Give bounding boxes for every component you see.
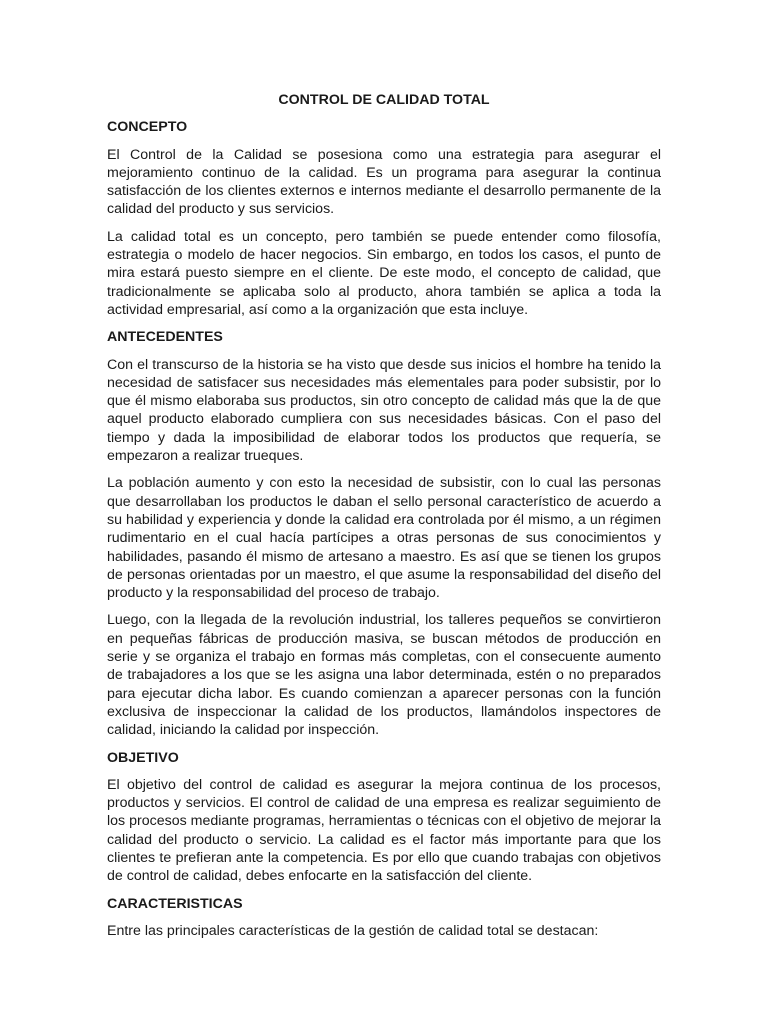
document-title: CONTROL DE CALIDAD TOTAL bbox=[278, 92, 490, 108]
paragraph: Entre las principales características de la gestión de calidad total se destacan: bbox=[107, 922, 599, 939]
paragraph: Luego, con la llegada de la revolución industrial, los talleres pequeños se convirtieron en pequeñas fábricas de producción masiva, se buscan métodos de producción en serie y se organiza el trabajo en formas más completas, con el consecuente aumento de trabajadores a los que se les asigna una labor determinada, estén o no preparados para ejecutar dicha labor. Es cuando comienzan a aparecer personas con la función exclusiva de inspeccionar la calidad de los productos, llamándolos inspectores de calidad, iniciando la calidad por inspección. bbox=[107, 612, 661, 739]
section-heading-antecedentes: ANTECEDENTES bbox=[107, 329, 223, 346]
paragraph: El objetivo del control de calidad es asegurar la mejora continua de los procesos, productos y servicios. El control de calidad de una empresa es realizar seguimiento de los procesos mediante programas, herramientas o técnicas con el objetivo de mejorar la calidad del producto o servicio. La calidad es el factor más importante para que los clientes te prefieran ante la competencia. Es por ello que cuando trabajas con objetivos de control de calidad, debes enfocarte en la satisfacción del cliente. bbox=[107, 776, 661, 885]
paragraph: El Control de la Calidad se posesiona como una estrategia para asegurar el mejoramiento continuo de la calidad. Es un programa para asegurar la continua satisfacción de los clientes externos e internos mediante el desarrollo permanente de la calidad del producto y sus servicios. bbox=[107, 146, 661, 218]
paragraph: La población aumento y con esto la necesidad de subsistir, con lo cual las personas que desarrollaban los productos le daban el sello personal característico de acuerdo a su habilidad y experiencia y donde la calidad era controlada por él mismo, a un régimen rudimentario en el cual hacía partícipes a otras personas de sus conocimientos y habilidades, pasando él mismo de artesano a maestro. Es así que se tienen los grupos de personas orientadas por un maestro, el que asume la responsabilidad del diseño del producto y la responsabilidad del proceso de trabajo. bbox=[107, 475, 661, 602]
section-heading-concepto: CONCEPTO bbox=[107, 119, 188, 136]
section-heading-objetivo: OBJETIVO bbox=[107, 749, 179, 766]
paragraph: La calidad total es un concepto, pero también se puede entender como filosofía, estrategia o modelo de hacer negocios. Sin embargo, en todos los casos, el punto de mira estará puesto siempre en el cliente. De este modo, el concepto de calidad, que tradicionalmente se aplicaba solo al producto, ahora también se aplica a toda la actividad empresarial, así como a la organización que esta incluye. bbox=[107, 228, 661, 318]
paragraph: Con el transcurso de la historia se ha visto que desde sus inicios el hombre ha tenido la necesidad de satisfacer sus necesidades más elementales para poder subsistir, por lo que él mismo elaboraba sus productos, sin otro concepto de calidad más que la de que aquel producto elaborado cumpliera con sus necesidades básicas. Con el paso del tiempo y dada la imposibilidad de elaborar todos los productos que requería, se empezaron a realizar trueques. bbox=[107, 356, 661, 465]
document-page bbox=[107, 91, 661, 949]
section-heading-caracteristicas: CARACTERISTICAS bbox=[107, 895, 243, 912]
